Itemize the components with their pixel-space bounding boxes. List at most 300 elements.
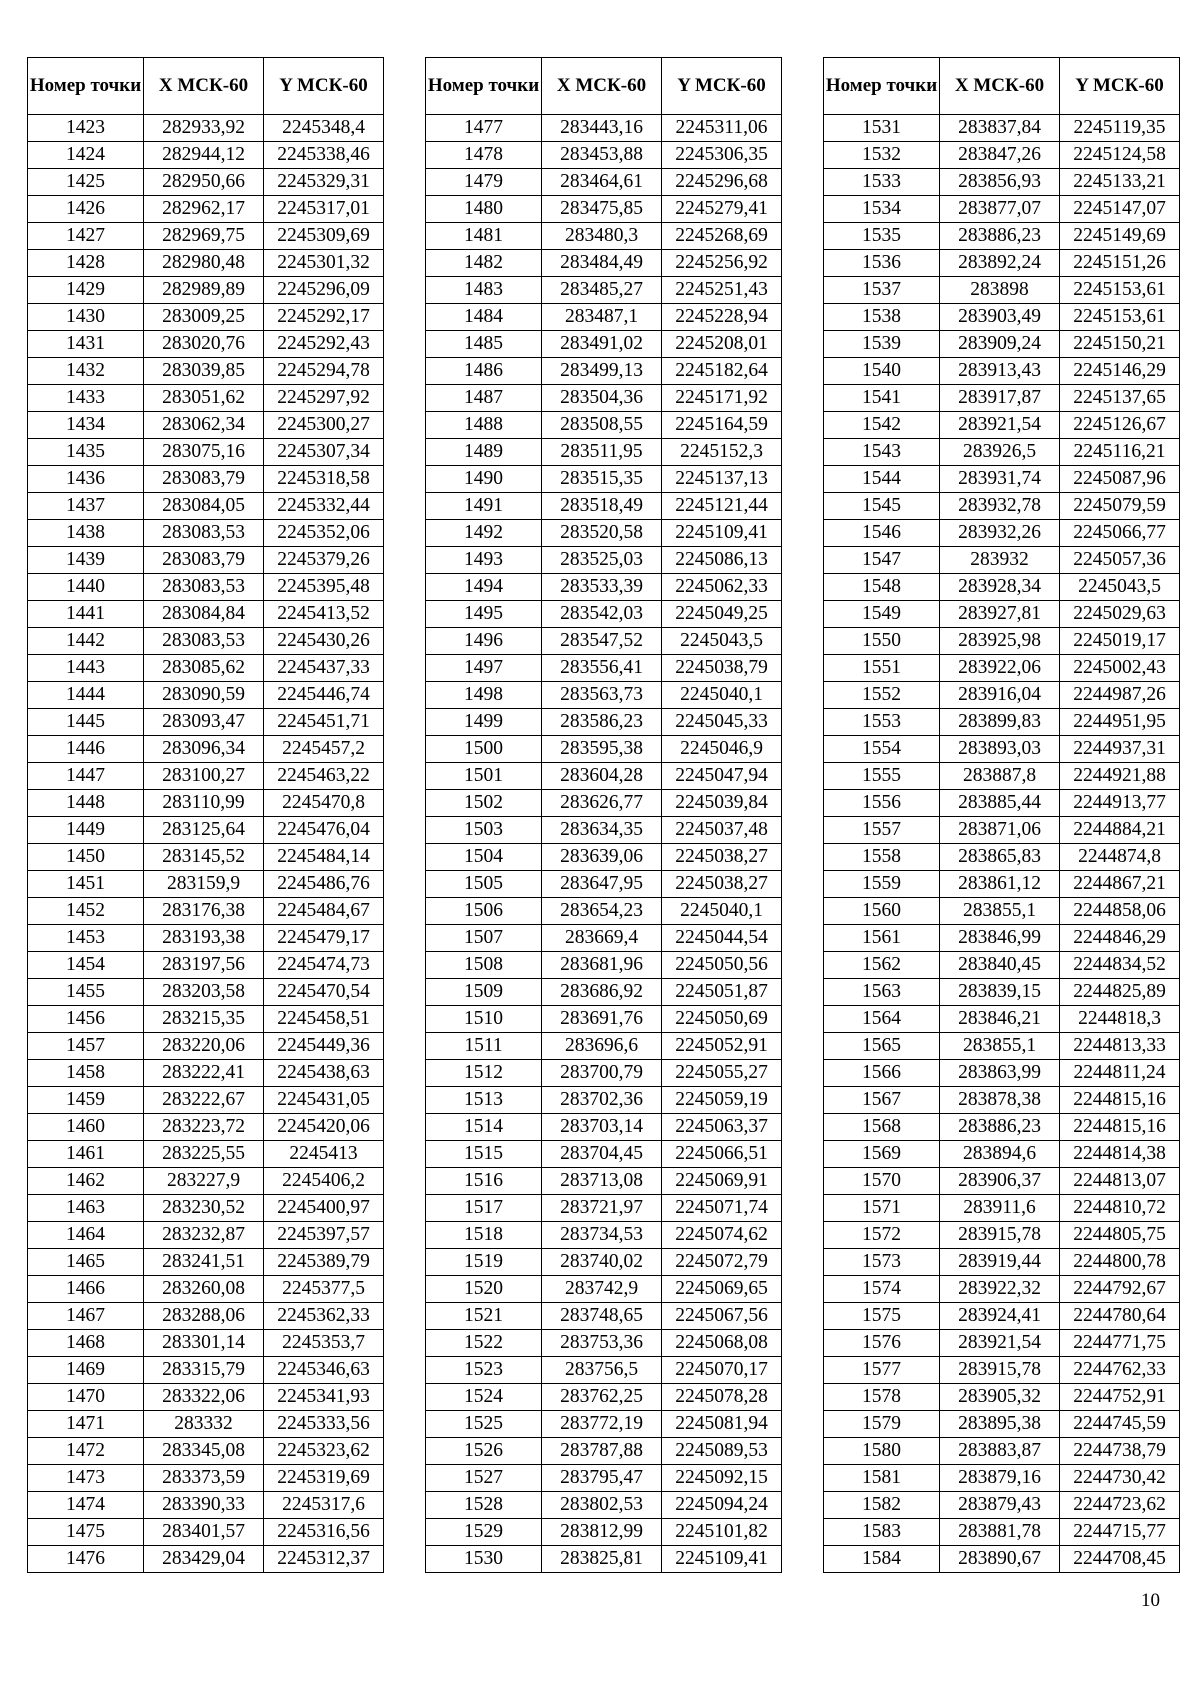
table-row [824,385,1180,412]
point-number-cell: 1522 [426,1330,542,1357]
point-number-cell: 1574 [824,1276,940,1303]
y-coordinate-cell: 2244814,38 [1060,1141,1180,1168]
table-row [28,142,384,169]
y-coordinate-cell: 2244884,21 [1060,817,1180,844]
x-coordinate-cell: 283905,32 [940,1384,1060,1411]
x-coordinate-cell: 283125,64 [144,817,264,844]
y-coordinate-cell: 2245059,19 [662,1087,782,1114]
point-number-cell: 1513 [426,1087,542,1114]
y-coordinate-cell: 2245153,61 [1060,277,1180,304]
table-row [28,1195,384,1222]
table-row [28,655,384,682]
point-number-cell: 1554 [824,736,940,763]
point-number-cell: 1481 [426,223,542,250]
point-number-cell: 1509 [426,979,542,1006]
table-row [824,1276,1180,1303]
table-row [426,358,782,385]
point-number-cell: 1553 [824,709,940,736]
x-coordinate-cell: 283520,58 [542,520,662,547]
point-number-cell: 1576 [824,1330,940,1357]
y-coordinate-cell: 2245446,74 [264,682,384,709]
table-row [426,871,782,898]
point-number-cell: 1537 [824,277,940,304]
x-coordinate-cell: 283085,62 [144,655,264,682]
table-row [28,520,384,547]
point-number-cell: 1581 [824,1465,940,1492]
y-coordinate-cell: 2244805,75 [1060,1222,1180,1249]
y-coordinate-cell: 2245089,53 [662,1438,782,1465]
table-row [824,439,1180,466]
coordinates-table-3 [823,57,1180,1573]
x-coordinate-cell: 283518,49 [542,493,662,520]
point-number-cell: 1510 [426,1006,542,1033]
table-row [28,1033,384,1060]
table-row [824,1465,1180,1492]
point-number-cell: 1556 [824,790,940,817]
y-coordinate-cell: 2245353,7 [264,1330,384,1357]
point-number-cell: 1569 [824,1141,940,1168]
table-header-row [28,58,384,115]
table-row [426,1438,782,1465]
point-number-cell: 1484 [426,304,542,331]
table-row [824,1114,1180,1141]
y-coordinate-cell: 2245486,76 [264,871,384,898]
x-coordinate-cell: 283487,1 [542,304,662,331]
x-coordinate-cell: 283176,38 [144,898,264,925]
x-coordinate-cell: 283075,16 [144,439,264,466]
point-number-cell: 1500 [426,736,542,763]
x-coordinate-cell: 283480,3 [542,223,662,250]
point-number-cell: 1465 [28,1249,144,1276]
x-coordinate-cell: 283861,12 [940,871,1060,898]
x-coordinate-cell: 282950,66 [144,169,264,196]
x-coordinate-cell: 283222,67 [144,1087,264,1114]
point-number-cell: 1462 [28,1168,144,1195]
point-number-cell: 1518 [426,1222,542,1249]
y-coordinate-cell: 2245063,37 [662,1114,782,1141]
y-coordinate-cell: 2245047,94 [662,763,782,790]
point-number-cell: 1489 [426,439,542,466]
table-row [426,277,782,304]
x-coordinate-cell: 283145,52 [144,844,264,871]
x-coordinate-cell: 283083,79 [144,547,264,574]
x-coordinate-cell: 283700,79 [542,1060,662,1087]
x-coordinate-cell: 283840,45 [940,952,1060,979]
table-row [426,466,782,493]
point-number-cell: 1542 [824,412,940,439]
table-row [28,817,384,844]
x-coordinate-cell: 283906,37 [940,1168,1060,1195]
x-coordinate-cell: 283556,41 [542,655,662,682]
x-coordinate-cell: 283654,23 [542,898,662,925]
point-number-cell: 1529 [426,1519,542,1546]
table-row [28,1087,384,1114]
x-coordinate-cell: 283491,02 [542,331,662,358]
table-row [824,142,1180,169]
table-row [824,115,1180,142]
point-number-cell: 1464 [28,1222,144,1249]
y-coordinate-cell: 2245079,59 [1060,493,1180,520]
x-coordinate-cell: 283639,06 [542,844,662,871]
point-number-cell: 1544 [824,466,940,493]
y-coordinate-cell: 2245317,6 [264,1492,384,1519]
point-number-cell: 1471 [28,1411,144,1438]
point-number-cell: 1555 [824,763,940,790]
table-row [824,1168,1180,1195]
table-row [824,493,1180,520]
table-row [28,304,384,331]
table-row [28,196,384,223]
table-row [426,304,782,331]
point-number-cell: 1521 [426,1303,542,1330]
y-coordinate-cell: 2245311,06 [662,115,782,142]
y-coordinate-cell: 2245470,8 [264,790,384,817]
point-number-cell: 1560 [824,898,940,925]
y-coordinate-cell: 2244723,62 [1060,1492,1180,1519]
table-row [426,1060,782,1087]
point-number-cell: 1448 [28,790,144,817]
x-coordinate-cell: 283734,53 [542,1222,662,1249]
point-number-cell: 1502 [426,790,542,817]
y-coordinate-cell: 2245476,04 [264,817,384,844]
x-coordinate-cell: 283812,99 [542,1519,662,1546]
table-row [426,439,782,466]
x-coordinate-cell: 283795,47 [542,1465,662,1492]
point-number-cell: 1451 [28,871,144,898]
table-row [28,1006,384,1033]
table-row [28,763,384,790]
x-coordinate-cell: 283241,51 [144,1249,264,1276]
header-y-coordinate: Y МСК-60 [1060,58,1180,115]
y-coordinate-cell: 2245072,79 [662,1249,782,1276]
point-number-cell: 1507 [426,925,542,952]
point-number-cell: 1565 [824,1033,940,1060]
table-row [824,601,1180,628]
y-coordinate-cell: 2245038,27 [662,871,782,898]
y-coordinate-cell: 2244913,77 [1060,790,1180,817]
table-row [426,1006,782,1033]
table-row [824,1357,1180,1384]
y-coordinate-cell: 2245319,69 [264,1465,384,1492]
y-coordinate-cell: 2245413,52 [264,601,384,628]
point-number-cell: 1572 [824,1222,940,1249]
y-coordinate-cell: 2245049,25 [662,601,782,628]
x-coordinate-cell: 283855,1 [940,1033,1060,1060]
y-coordinate-cell: 2245081,94 [662,1411,782,1438]
x-coordinate-cell: 283260,08 [144,1276,264,1303]
x-coordinate-cell: 283932,26 [940,520,1060,547]
table-row [28,1276,384,1303]
x-coordinate-cell: 283883,87 [940,1438,1060,1465]
y-coordinate-cell: 2245069,65 [662,1276,782,1303]
x-coordinate-cell: 283301,14 [144,1330,264,1357]
point-number-cell: 1549 [824,601,940,628]
table-row [426,1546,782,1573]
x-coordinate-cell: 283681,96 [542,952,662,979]
table-row [426,196,782,223]
y-coordinate-cell: 2244937,31 [1060,736,1180,763]
x-coordinate-cell: 283083,79 [144,466,264,493]
y-coordinate-cell: 2245362,33 [264,1303,384,1330]
y-coordinate-cell: 2245458,51 [264,1006,384,1033]
point-number-cell: 1514 [426,1114,542,1141]
x-coordinate-cell: 283485,27 [542,277,662,304]
point-number-cell: 1490 [426,466,542,493]
table-row [824,790,1180,817]
y-coordinate-cell: 2245019,17 [1060,628,1180,655]
table-row [28,439,384,466]
y-coordinate-cell: 2245395,48 [264,574,384,601]
point-number-cell: 1460 [28,1114,144,1141]
y-coordinate-cell: 2244825,89 [1060,979,1180,1006]
point-number-cell: 1543 [824,439,940,466]
point-number-cell: 1470 [28,1384,144,1411]
y-coordinate-cell: 2245052,91 [662,1033,782,1060]
point-number-cell: 1520 [426,1276,542,1303]
y-coordinate-cell: 2245474,73 [264,952,384,979]
y-coordinate-cell: 2245039,84 [662,790,782,817]
y-coordinate-cell: 2245050,56 [662,952,782,979]
point-number-cell: 1528 [426,1492,542,1519]
y-coordinate-cell: 2244810,72 [1060,1195,1180,1222]
table-row [426,601,782,628]
point-number-cell: 1430 [28,304,144,331]
y-coordinate-cell: 2244813,07 [1060,1168,1180,1195]
table-row [28,898,384,925]
coordinates-table-1 [27,57,384,1573]
x-coordinate-cell: 283913,43 [940,358,1060,385]
point-number-cell: 1492 [426,520,542,547]
x-coordinate-cell: 283429,04 [144,1546,264,1573]
table-row [426,790,782,817]
x-coordinate-cell: 283110,99 [144,790,264,817]
table-row [824,520,1180,547]
y-coordinate-cell: 2244800,78 [1060,1249,1180,1276]
table-row [28,250,384,277]
table-row [824,925,1180,952]
y-coordinate-cell: 2245397,57 [264,1222,384,1249]
table-row [824,1033,1180,1060]
table-row [28,1357,384,1384]
x-coordinate-cell: 283223,72 [144,1114,264,1141]
table-row [824,223,1180,250]
table-row [426,142,782,169]
point-number-cell: 1459 [28,1087,144,1114]
header-x-coordinate: X МСК-60 [542,58,662,115]
table-row [426,952,782,979]
x-coordinate-cell: 283051,62 [144,385,264,412]
point-number-cell: 1443 [28,655,144,682]
x-coordinate-cell: 283020,76 [144,331,264,358]
point-number-cell: 1538 [824,304,940,331]
x-coordinate-cell: 283197,56 [144,952,264,979]
table-row [824,1195,1180,1222]
table-row [28,682,384,709]
table-row [824,736,1180,763]
point-number-cell: 1441 [28,601,144,628]
point-number-cell: 1567 [824,1087,940,1114]
table-row [28,1141,384,1168]
x-coordinate-cell: 283911,6 [940,1195,1060,1222]
point-number-cell: 1582 [824,1492,940,1519]
table-row [824,304,1180,331]
table-row [824,898,1180,925]
table-row [824,817,1180,844]
x-coordinate-cell: 283825,81 [542,1546,662,1573]
x-coordinate-cell: 283604,28 [542,763,662,790]
table-header-row [426,58,782,115]
table-row [824,466,1180,493]
point-number-cell: 1485 [426,331,542,358]
x-coordinate-cell: 283511,95 [542,439,662,466]
table-row [426,1411,782,1438]
point-number-cell: 1536 [824,250,940,277]
x-coordinate-cell: 283903,49 [940,304,1060,331]
point-number-cell: 1515 [426,1141,542,1168]
header-x-coordinate: X МСК-60 [144,58,264,115]
point-number-cell: 1454 [28,952,144,979]
point-number-cell: 1453 [28,925,144,952]
y-coordinate-cell: 2245449,36 [264,1033,384,1060]
point-number-cell: 1564 [824,1006,940,1033]
table-header-row [824,58,1180,115]
y-coordinate-cell: 2245055,27 [662,1060,782,1087]
table-row [426,1357,782,1384]
point-number-cell: 1474 [28,1492,144,1519]
x-coordinate-cell: 283691,76 [542,1006,662,1033]
table-row [824,1384,1180,1411]
point-number-cell: 1438 [28,520,144,547]
x-coordinate-cell: 283215,35 [144,1006,264,1033]
x-coordinate-cell: 283931,74 [940,466,1060,493]
y-coordinate-cell: 2244708,45 [1060,1546,1180,1573]
x-coordinate-cell: 283220,06 [144,1033,264,1060]
y-coordinate-cell: 2245067,56 [662,1303,782,1330]
point-number-cell: 1472 [28,1438,144,1465]
point-number-cell: 1431 [28,331,144,358]
x-coordinate-cell: 283586,23 [542,709,662,736]
table-row [426,1249,782,1276]
table-row [28,1249,384,1276]
point-number-cell: 1440 [28,574,144,601]
x-coordinate-cell: 283508,55 [542,412,662,439]
point-number-cell: 1446 [28,736,144,763]
x-coordinate-cell: 283373,59 [144,1465,264,1492]
table-row [824,1330,1180,1357]
table-row [28,1060,384,1087]
y-coordinate-cell: 2244815,16 [1060,1087,1180,1114]
point-number-cell: 1475 [28,1519,144,1546]
x-coordinate-cell: 283802,53 [542,1492,662,1519]
x-coordinate-cell: 283899,83 [940,709,1060,736]
x-coordinate-cell: 283595,38 [542,736,662,763]
x-coordinate-cell: 283915,78 [940,1222,1060,1249]
y-coordinate-cell: 2245043,5 [662,628,782,655]
point-number-cell: 1546 [824,520,940,547]
point-number-cell: 1435 [28,439,144,466]
y-coordinate-cell: 2245323,62 [264,1438,384,1465]
x-coordinate-cell: 283315,79 [144,1357,264,1384]
x-coordinate-cell: 282969,75 [144,223,264,250]
table-row [28,466,384,493]
y-coordinate-cell: 2245002,43 [1060,655,1180,682]
point-number-cell: 1466 [28,1276,144,1303]
y-coordinate-cell: 2245256,92 [662,250,782,277]
y-coordinate-cell: 2245431,05 [264,1087,384,1114]
y-coordinate-cell: 2245292,17 [264,304,384,331]
point-number-cell: 1516 [426,1168,542,1195]
point-number-cell: 1499 [426,709,542,736]
y-coordinate-cell: 2245377,5 [264,1276,384,1303]
point-number-cell: 1458 [28,1060,144,1087]
x-coordinate-cell: 283083,53 [144,574,264,601]
point-number-cell: 1463 [28,1195,144,1222]
x-coordinate-cell: 283740,02 [542,1249,662,1276]
point-number-cell: 1527 [426,1465,542,1492]
table-row [28,1222,384,1249]
y-coordinate-cell: 2245050,69 [662,1006,782,1033]
y-coordinate-cell: 2244815,16 [1060,1114,1180,1141]
x-coordinate-cell: 283892,24 [940,250,1060,277]
y-coordinate-cell: 2245338,46 [264,142,384,169]
table-row [426,1276,782,1303]
x-coordinate-cell: 283203,58 [144,979,264,1006]
table-row [824,169,1180,196]
y-coordinate-cell: 2244867,21 [1060,871,1180,898]
point-number-cell: 1491 [426,493,542,520]
point-number-cell: 1455 [28,979,144,1006]
y-coordinate-cell: 2244752,91 [1060,1384,1180,1411]
y-coordinate-cell: 2245329,31 [264,169,384,196]
x-coordinate-cell: 283847,26 [940,142,1060,169]
x-coordinate-cell: 283390,33 [144,1492,264,1519]
point-number-cell: 1580 [824,1438,940,1465]
y-coordinate-cell: 2245316,56 [264,1519,384,1546]
y-coordinate-cell: 2245300,27 [264,412,384,439]
point-number-cell: 1468 [28,1330,144,1357]
x-coordinate-cell: 283921,54 [940,412,1060,439]
x-coordinate-cell: 283703,14 [542,1114,662,1141]
x-coordinate-cell: 283890,67 [940,1546,1060,1573]
point-number-cell: 1486 [426,358,542,385]
x-coordinate-cell: 283222,41 [144,1060,264,1087]
y-coordinate-cell: 2245292,43 [264,331,384,358]
table-row [28,1546,384,1573]
y-coordinate-cell: 2245133,21 [1060,169,1180,196]
table-row [426,1222,782,1249]
x-coordinate-cell: 283401,57 [144,1519,264,1546]
point-number-cell: 1450 [28,844,144,871]
header-y-coordinate: Y МСК-60 [264,58,384,115]
table-row [426,331,782,358]
y-coordinate-cell: 2245078,28 [662,1384,782,1411]
table-row [824,1303,1180,1330]
y-coordinate-cell: 2245301,32 [264,250,384,277]
point-number-cell: 1558 [824,844,940,871]
y-coordinate-cell: 2245116,21 [1060,439,1180,466]
y-coordinate-cell: 2245057,36 [1060,547,1180,574]
y-coordinate-cell: 2245484,14 [264,844,384,871]
x-coordinate-cell: 283702,36 [542,1087,662,1114]
x-coordinate-cell: 283039,85 [144,358,264,385]
x-coordinate-cell: 283879,16 [940,1465,1060,1492]
x-coordinate-cell: 283894,6 [940,1141,1060,1168]
y-coordinate-cell: 2245153,61 [1060,304,1180,331]
table-row [28,925,384,952]
x-coordinate-cell: 283504,36 [542,385,662,412]
x-coordinate-cell: 283917,87 [940,385,1060,412]
x-coordinate-cell: 283856,93 [940,169,1060,196]
